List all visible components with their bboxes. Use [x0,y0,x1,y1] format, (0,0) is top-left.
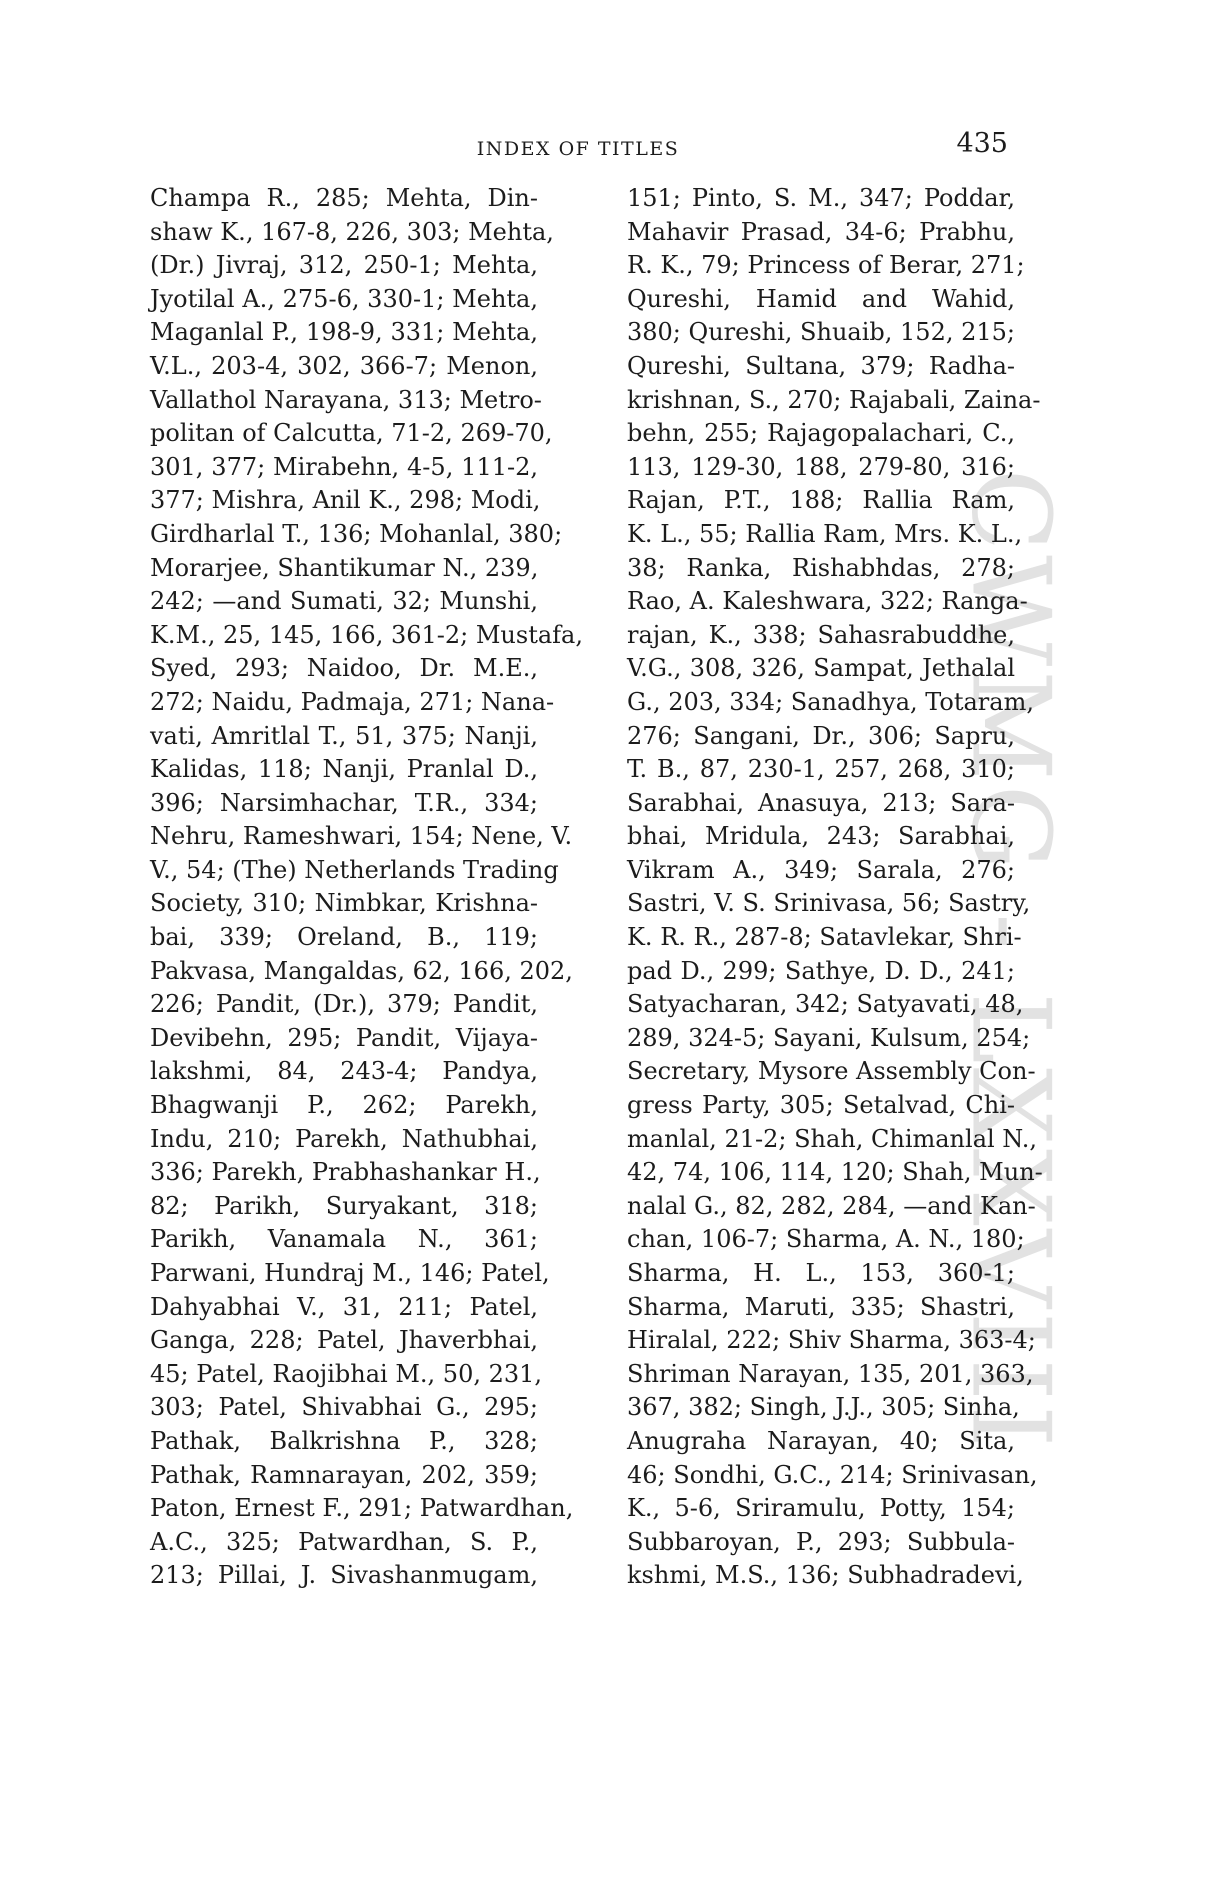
index-line: 272; Naidu, Padmaja, 271; Nana- [150,687,555,716]
index-line: 336; Parekh, Prabhashankar H., [150,1158,541,1187]
index-line: Anugraha Narayan, 40; Sita, [627,1426,1015,1455]
index-line: K.M., 25, 145, 166, 361-2; Mustafa, [150,620,583,649]
index-line: shaw K., 167-8, 226, 303; Mehta, [150,217,554,246]
index-line: 301, 377; Mirabehn, 4-5, 111-2, [150,452,538,481]
index-line: 396; Narsimhachar, T.R., 334; [150,788,538,817]
index-line: 42, 74, 106, 114, 120; Shah, Mun- [627,1158,1043,1187]
running-title: INDEX OF TITLES [476,138,680,160]
index-line: Pathak, Ramnarayan, 202, 359; [150,1460,538,1489]
index-line: Pakvasa, Mangaldas, 62, 166, 202, [150,956,573,985]
index-line: Hiralal, 222; Shiv Sharma, 363-4; [627,1326,1036,1355]
index-line: V.G., 308, 326, Sampat, Jethalal [627,654,1015,683]
index-line: 242; —and Sumati, 32; Munshi, [150,587,538,616]
index-line: behn, 255; Rajagopalachari, C., [627,419,1015,448]
index-line: Qureshi, Sultana, 379; Radha- [627,351,1015,380]
index-line: Dahyabhai V., 31, 211; Patel, [150,1292,538,1321]
index-line: Girdharlal T., 136; Mohanlal, 380; [150,519,563,548]
index-line: 213; Pillai, J. Sivashanmugam, [150,1561,538,1590]
index-line: G., 203, 334; Sanadhya, Totaram, [627,687,1034,716]
index-line: Syed, 293; Naidoo, Dr. M.E., [150,654,538,683]
index-line: 289, 324-5; Sayani, Kulsum, 254; [627,1023,1031,1052]
index-line: Rao, A. Kaleshwara, 322; Ranga- [627,587,1028,616]
index-line: Parwani, Hundraj M., 146; Patel, [150,1259,550,1287]
index-line: 276; Sangani, Dr., 306; Sapru, [627,721,1015,750]
index-line: gress Party, 305; Setalvad, Chi- [627,1091,1015,1120]
index-line: 380; Qureshi, Shuaib, 152, 215; [627,318,1015,347]
index-line: Mahavir Prasad, 34-6; Prabhu, [627,217,1015,246]
index-line: Bhagwanji P., 262; Parekh, [150,1091,538,1120]
index-line: Jyotilal A., 275-6, 330-1; Mehta, [150,284,538,313]
index-line: Parikh, Vanamala N., 361; [150,1225,538,1254]
index-line: Devibehn, 295; Pandit, Vijaya- [150,1023,538,1052]
index-line: R. K., 79; Princess of Berar, 271; [627,251,1025,280]
index-line: nalal G., 82, 282, 284, —and Kan- [627,1191,1036,1220]
index-line: Satyacharan, 342; Satyavati, 48, [627,990,1024,1019]
index-line: (Dr.) Jivraj, 312, 250-1; Mehta, [150,251,538,280]
index-line: V., 54; (The) Netherlands Trading [150,855,559,884]
index-line: Sharma, Maruti, 335; Shastri, [627,1292,1015,1321]
index-line: Morarjee, Shantikumar N., 239, [150,553,539,582]
index-line: Sastri, V. S. Srinivasa, 56; Sastry, [627,889,1031,918]
index-line: Sharma, H. L., 153, 360-1; [627,1259,1015,1287]
index-line: Rajan, P.T., 188; Rallia Ram, [627,486,1015,515]
index-line: manlal, 21-2; Shah, Chimanlal N., [627,1124,1038,1153]
index-line: V.L., 203-4, 302, 366-7; Menon, [150,351,538,380]
index-line: Subbaroyan, P., 293; Subbula- [627,1527,1015,1556]
index-line: Vikram A., 349; Sarala, 276; [627,855,1015,884]
index-line: Society, 310; Nimbkar, Krishna- [150,889,538,918]
index-line: 303; Patel, Shivabhai G., 295; [150,1393,538,1422]
index-line: politan of Calcutta, 71-2, 269-70, [150,419,553,448]
index-line: 367, 382; Singh, J.J., 305; Sinha, [627,1393,1020,1422]
index-line: Paton, Ernest F., 291; Patwardhan, [150,1494,574,1523]
index-line: Nehru, Rameshwari, 154; Nene, V. [150,822,573,851]
index-line: K. R. R., 287-8; Satavlekar, Shri- [627,923,1022,952]
index-line: K., 5-6, Sriramulu, Potty, 154; [627,1494,1015,1523]
index-line: Secretary, Mysore Assembly Con- [627,1057,1036,1086]
index-line: Champa R., 285; Mehta, Din- [150,184,538,212]
index-line: Kalidas, 118; Nanji, Pranlal D., [150,755,538,784]
index-line: 113, 129-30, 188, 279-80, 316; [627,452,1015,481]
right-column [627,182,1043,1593]
index-line: chan, 106-7; Sharma, A. N., 180; [627,1225,1025,1254]
index-line: 151; Pinto, S. M., 347; Poddar, [627,184,1015,212]
left-column [150,182,583,1593]
index-line: Qureshi, Hamid and Wahid, [627,284,1015,313]
index-line: Sarabhai, Anasuya, 213; Sara- [627,788,1015,817]
index-line: Shriman Narayan, 135, 201, 363, [627,1359,1034,1388]
page-number: 435 [956,128,1008,159]
running-header [148,128,1008,168]
index-line: Pathak, Balkrishna P., 328; [150,1426,538,1455]
index-line: T. B., 87, 230-1, 257, 268, 310; [627,755,1015,784]
index-line: pad D., 299; Sathye, D. D., 241; [627,956,1015,985]
index-line: 226; Pandit, (Dr.), 379; Pandit, [150,990,538,1019]
index-line: K. L., 55; Rallia Ram, Mrs. K. L., [627,519,1023,548]
index-line: vati, Amritlal T., 51, 375; Nanji, [150,721,538,750]
watermark-text: CWMG - LXXVIII [947,468,1073,1452]
index-line: bhai, Mridula, 243; Sarabhai, [627,822,1015,851]
index-line: Maganlal P., 198-9, 331; Mehta, [150,318,538,347]
index-line: bai, 339; Oreland, B., 119; [150,923,538,952]
index-line: 38; Ranka, Rishabhdas, 278; [627,553,1015,582]
index-line: rajan, K., 338; Sahasrabuddhe, [627,620,1015,649]
index-line: A.C., 325; Patwardhan, S. P., [150,1527,538,1556]
index-line: kshmi, M.S., 136; Subhadradevi, [627,1561,1024,1590]
index-line: 82; Parikh, Suryakant, 318; [150,1191,538,1220]
index-line: Vallathol Narayana, 313; Metro- [150,385,542,414]
index-line: krishnan, S., 270; Rajabali, Zaina- [627,385,1041,414]
index-line: Ganga, 228; Patel, Jhaverbhai, [150,1326,538,1355]
index-line: Indu, 210; Parekh, Nathubhai, [150,1124,538,1153]
index-line: 45; Patel, Raojibhai M., 50, 231, [150,1359,543,1388]
index-line: lakshmi, 84, 243-4; Pandya, [150,1057,538,1086]
index-line: 46; Sondhi, G.C., 214; Srinivasan, [627,1460,1038,1489]
index-line: 377; Mishra, Anil K., 298; Modi, [150,486,541,515]
